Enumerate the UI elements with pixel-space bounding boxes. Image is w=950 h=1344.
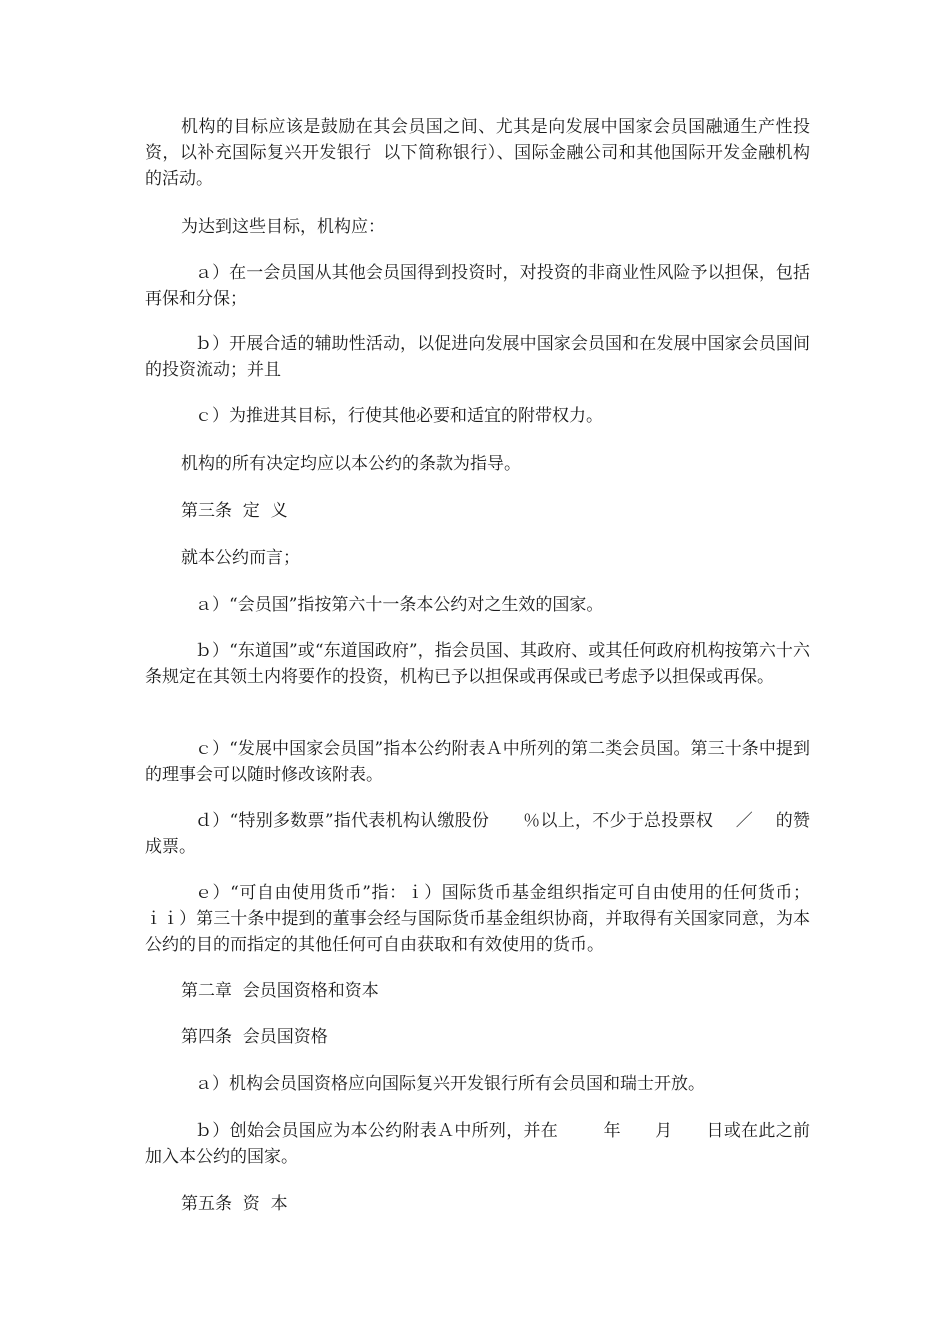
paragraph-membership-b: ｂ）创始会员国应为本公约附表Ａ中所列，并在 年 月 日或在此之前加入本公约的国家。 — [145, 1121, 810, 1167]
paragraph-means: 为达到这些目标，机构应： — [181, 217, 385, 237]
heading-article-5: 第五条 资 本 — [181, 1194, 288, 1214]
paragraph-guidance: 机构的所有决定均应以本公约的条款为指导。 — [181, 454, 521, 474]
paragraph-membership-a: ａ）机构会员国资格应向国际复兴开发银行所有会员国和瑞士开放。 — [195, 1074, 705, 1094]
paragraph-agency-objective: 机构的目标应该是鼓励在其会员国之间、尤其是向发展中国家会员国融通生产性投资，以补充国际复兴开发银行 以下简称银行）、国际金融公司和其他国际开发金融机构的活动。 — [145, 117, 810, 189]
paragraph-def-b-host-country: ｂ）“东道国”或“东道国政府”，指会员国、其政府、或其任何政府机构按第六十六条规定在其领土内将要作的投资，机构已予以担保或再保或已考虑予以担保或再保。 — [145, 641, 810, 687]
paragraph-def-a-member: ａ）“会员国”指按第六十一条本公约对之生效的国家。 — [195, 595, 604, 615]
paragraph-item-c-powers: ｃ）为推进其目标，行使其他必要和适宜的附带权力。 — [195, 406, 603, 426]
heading-chapter-2: 第二章 会员国资格和资本 — [181, 981, 379, 1001]
paragraph-item-a-guarantee: ａ）在一会员国从其他会员国得到投资时，对投资的非商业性风险予以担保，包括再保和分保； — [145, 263, 810, 309]
heading-article-4: 第四条 会员国资格 — [181, 1027, 328, 1047]
paragraph-definitions-intro: 就本公约而言； — [181, 548, 300, 568]
heading-article-3: 第三条 定 义 — [181, 501, 288, 521]
paragraph-item-b-activities: ｂ）开展合适的辅助性活动，以促进向发展中国家会员国和在发展中国家会员国间的投资流动；并且 — [145, 334, 810, 380]
paragraph-def-e-currency: ｅ）“可自由使用货币”指：ｉ）国际货币基金组织指定可自由使用的任何货币； ｉｉ）第三十条中提到的董事会经与国际货币基金组织协商，并取得有关国家同意，为本公约的目的而指定的其他任何可自由获取和有效使用的货币。 — [145, 883, 821, 955]
paragraph-def-d-special-majority: ｄ）“特别多数票”指代表机构认缴股份 ％以上，不少于总投票权 ／ 的赞成票。 — [145, 811, 810, 857]
paragraph-def-c-developing-member: ｃ）“发展中国家会员国”指本公约附表Ａ中所列的第二类会员国。第三十条中提到的理事会可以随时修改该附表。 — [145, 739, 810, 785]
